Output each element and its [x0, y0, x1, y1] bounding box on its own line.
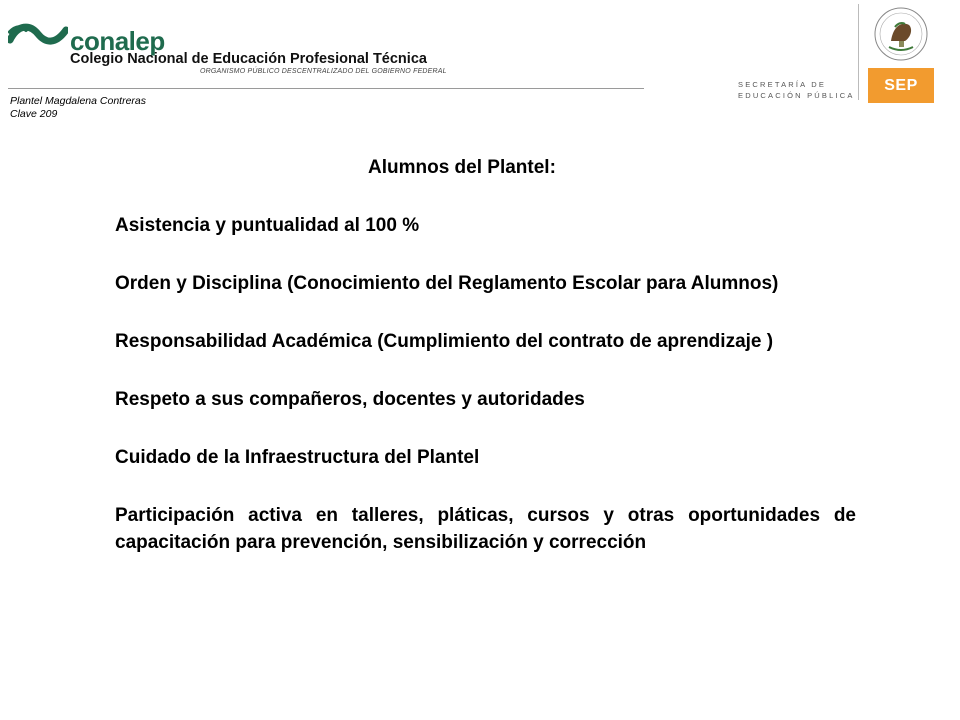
sep-badge: SEP	[868, 68, 934, 103]
brand-name: conalep	[70, 26, 165, 56]
item-list	[115, 212, 856, 587]
list-item: Asistencia y puntualidad al 100 %	[115, 215, 420, 236]
list-item: Participación activa en talleres, pláticas, cursos y otras oportunidades de capacitación para prevención, sensibilización y corrección	[115, 505, 856, 553]
institution-name: Colegio Nacional de Educación Profesional Técnica	[70, 51, 427, 67]
list-item: Cuidado de la Infraestructura del Plantel	[115, 447, 480, 468]
plantel-info	[10, 95, 146, 121]
list-item: Orden y Disciplina (Conocimiento del Reglamento Escolar para Alumnos)	[115, 273, 779, 294]
sep-divider	[858, 4, 859, 100]
plantel-name: Plantel Magdalena Contreras	[10, 95, 146, 107]
list-item: Respeto a sus compañeros, docentes y autoridades	[115, 389, 585, 410]
sep-line-2: EDUCACIÓN PÚBLICA	[738, 91, 855, 100]
page-title: Alumnos del Plantel:	[368, 157, 556, 178]
sep-name	[738, 79, 855, 101]
header-divider	[8, 88, 644, 89]
mexico-seal-icon	[868, 4, 934, 64]
sep-line-1: SECRETARÍA DE	[738, 80, 827, 89]
institution-subtitle: ORGANISMO PÚBLICO DESCENTRALIZADO DEL GOBIERNO FEDERAL	[200, 68, 447, 75]
list-item: Responsabilidad Académica (Cumplimiento del contrato de aprendizaje )	[115, 331, 774, 352]
plantel-clave: Clave 209	[10, 108, 58, 120]
conalep-logo-icon	[8, 20, 68, 50]
